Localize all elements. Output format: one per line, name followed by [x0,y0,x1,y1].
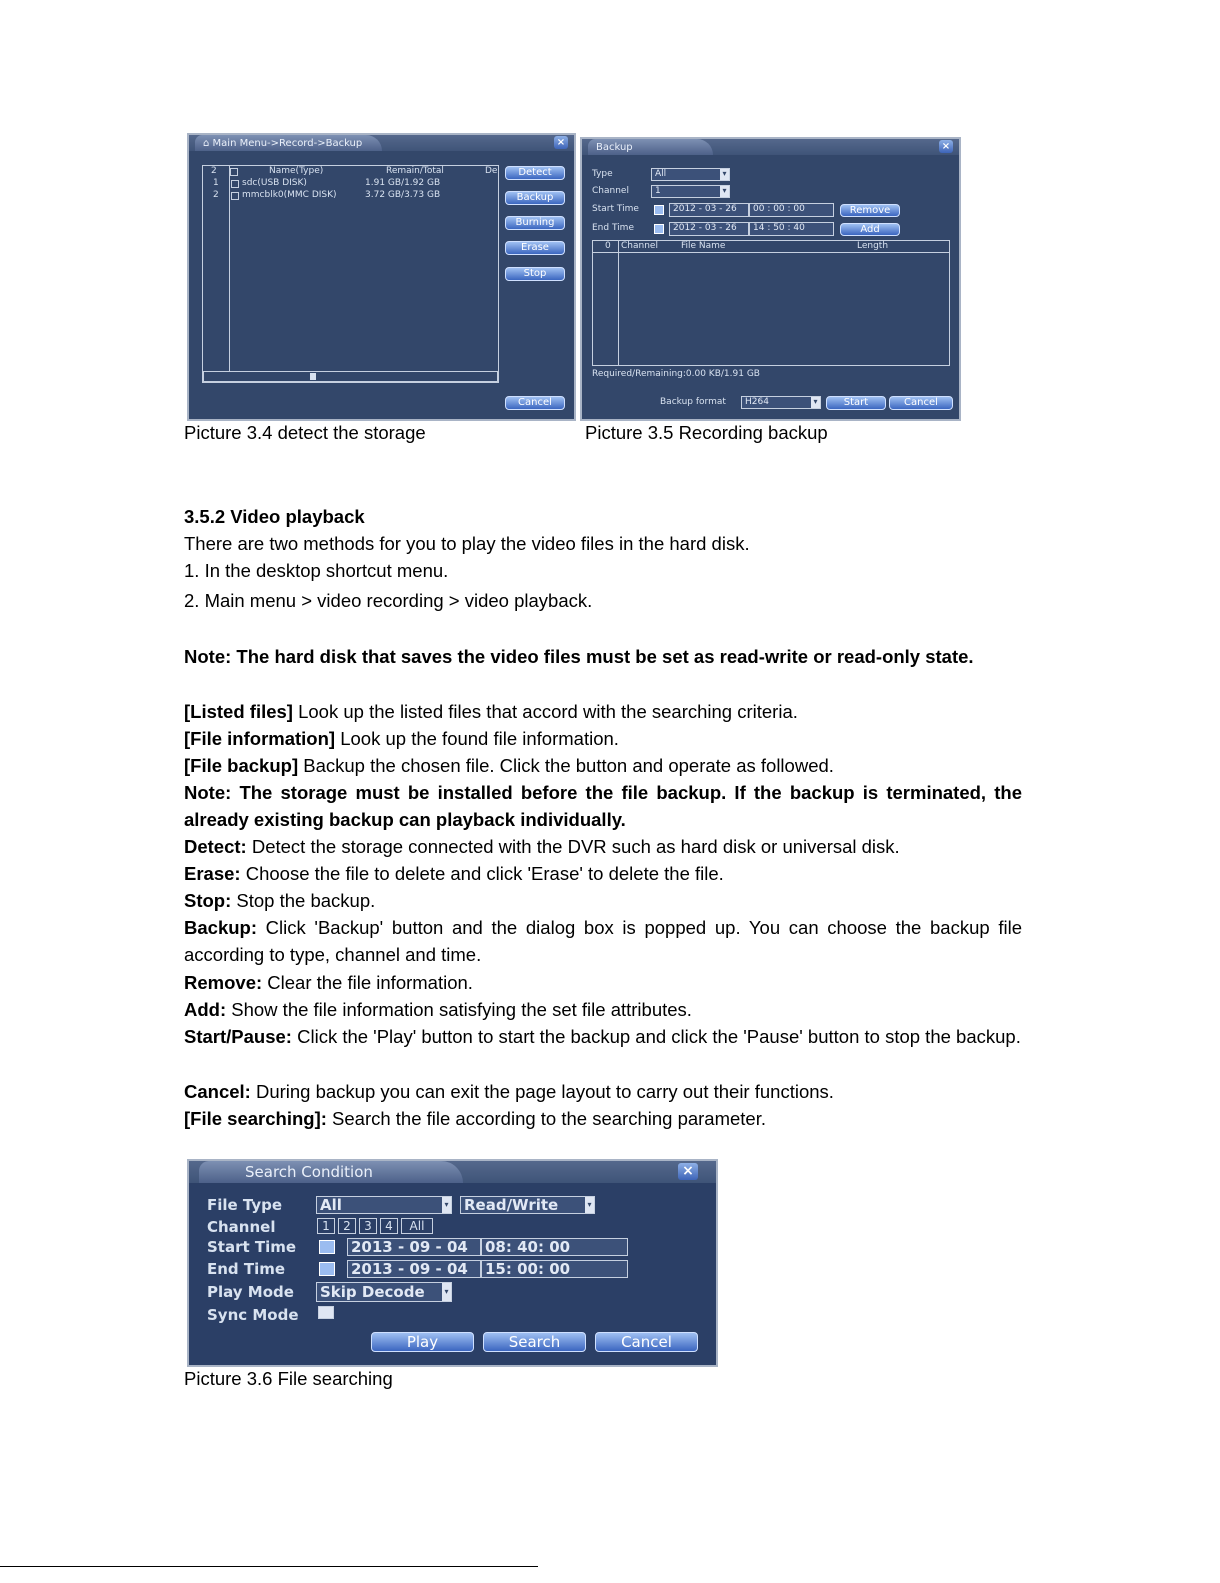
required-remaining: Required/Remaining:0.00 KB/1.91 GB [592,369,760,379]
select-all-checkbox[interactable] [230,168,238,176]
end-time-label: End Time [592,223,634,233]
channel-button-4[interactable]: 4 [380,1218,398,1234]
channel-button-1[interactable]: 1 [317,1218,335,1234]
definition-cancel: Cancel: During backup you can exit the page layout to carry out their functions. [184,1081,834,1102]
definition-file-information: [File information] Look up the found file information. [184,728,619,749]
paragraph: There are two methods for you to play the video files in the hard disk. [184,533,750,554]
header-count: 2 [211,166,217,176]
note: Note: The hard disk that saves the video files must be set as read-write or read-only state. [184,646,974,667]
type-label: Type [592,169,613,179]
channel-button-2[interactable]: 2 [338,1218,356,1234]
start-time-label: Start Time [207,1238,297,1256]
cancel-button[interactable]: Cancel [505,396,565,410]
header-count: 0 [605,241,611,251]
close-icon[interactable]: × [554,136,568,149]
start-time-input[interactable]: 00 : 00 : 00 [749,203,834,217]
definition-listed-files: [Listed files] Look up the listed files that accord with the searching criteria. [184,701,798,722]
header-de: De [485,166,498,176]
play-mode-select[interactable]: Skip Decode ▾ [316,1282,452,1302]
table-row-size: 1.91 GB/1.92 GB [365,178,441,188]
add-button[interactable]: Add [840,223,900,236]
list-item: 2. Main menu > video recording > video playback. [184,590,593,611]
play-button[interactable]: Play [371,1332,474,1352]
detect-storage-screenshot [187,133,576,421]
row-checkbox[interactable] [231,192,239,200]
table-row-index: 2 [213,190,219,200]
home-icon: ⌂ [203,138,210,149]
file-type-select[interactable]: All ▾ [316,1196,452,1214]
stop-button[interactable]: Stop [505,267,565,281]
start-date-input[interactable]: 2012 - 03 - 26 [669,203,749,217]
cancel-button[interactable]: Cancel [889,396,953,410]
horizontal-scrollbar[interactable] [203,371,498,382]
definition-file-backup: [File backup] Backup the chosen file. Click the button and operate as followed. [184,755,834,776]
window-title: ⌂ Main Menu->Record->Backup [195,135,382,151]
definition-file-searching: [File searching]: Search the file according to the searching parameter. [184,1108,767,1129]
start-time-input[interactable]: 08: 40: 00 [481,1238,628,1256]
calendar-icon[interactable] [319,1262,335,1276]
window-title: Search Condition [199,1161,463,1183]
backup-format-label: Backup format [660,397,726,407]
calendar-icon[interactable] [654,224,664,234]
calendar-icon[interactable] [654,205,664,215]
definition-backup: Backup: Click 'Backup' button and the dialog box is popped up. You can choose the backup file according to type, channel and time. [184,917,1022,965]
definition-add: Add: Show the file information satisfying the set file attributes. [184,999,692,1020]
recording-backup-screenshot [580,137,961,421]
figure-caption: Picture 3.6 File searching [184,1368,393,1389]
end-time-input[interactable]: 15: 00: 00 [481,1260,628,1278]
close-icon[interactable]: × [678,1163,698,1180]
read-write-select[interactable]: Read/Write ▾ [460,1196,595,1214]
close-icon[interactable]: × [939,140,953,153]
window-title: Backup [588,139,713,155]
section-heading: 3.5.2 Video playback [184,506,365,527]
table-row-name: mmcblk0(MMC DISK) [242,190,337,200]
end-time-input[interactable]: 14 : 50 : 40 [749,222,834,236]
header-remain: Remain/Total [386,166,444,176]
footer-rule [0,1566,538,1567]
figure-caption: Picture 3.5 Recording backup [585,422,828,443]
start-time-label: Start Time [592,204,639,214]
header-channel: Channel [621,241,658,251]
sync-mode-checkbox[interactable] [318,1306,334,1319]
list-item: 1. In the desktop shortcut menu. [184,560,449,581]
row-checkbox[interactable] [231,180,239,188]
start-button[interactable]: Start [826,396,886,410]
channel-select[interactable]: 1 ▾ [651,185,730,198]
calendar-icon[interactable] [319,1240,335,1254]
start-date-input[interactable]: 2013 - 09 - 04 [347,1238,481,1256]
definition-start-pause: Start/Pause: Click the 'Play' button to start the backup and click the 'Pause' button to stop the backup. [184,1026,1021,1047]
header-file-name: File Name [681,241,726,251]
remove-button[interactable]: Remove [840,204,900,217]
backup-button[interactable]: Backup [505,191,565,205]
erase-button[interactable]: Erase [505,241,565,255]
end-date-input[interactable]: 2013 - 09 - 04 [347,1260,481,1278]
channel-label: Channel [592,186,629,196]
sync-mode-label: Sync Mode [207,1306,299,1324]
backup-format-select[interactable]: H264 ▾ [741,396,821,409]
definition-stop: Stop: Stop the backup. [184,890,376,911]
type-select[interactable]: All ▾ [651,168,730,181]
channel-button-3[interactable]: 3 [359,1218,377,1234]
definition-detect: Detect: Detect the storage connected with the DVR such as hard disk or universal disk. [184,836,900,857]
header-length: Length [857,241,889,251]
play-mode-label: Play Mode [207,1283,294,1301]
cancel-button[interactable]: Cancel [595,1332,698,1352]
end-time-label: End Time [207,1260,286,1278]
channel-label: Channel [207,1218,276,1236]
file-type-label: File Type [207,1196,283,1214]
table-row-size: 3.72 GB/3.73 GB [365,190,441,200]
end-date-input[interactable]: 2012 - 03 - 26 [669,222,749,236]
file-list-table [592,240,950,366]
figure-caption: Picture 3.4 detect the storage [184,422,426,443]
definition-remove: Remove: Clear the file information. [184,972,473,993]
storage-table [202,165,499,383]
header-name: Name(Type) [269,166,324,176]
burning-button[interactable]: Burning [505,216,565,230]
detect-button[interactable]: Detect [505,166,565,180]
channel-button-all[interactable]: All [401,1218,433,1234]
search-condition-screenshot [187,1159,718,1367]
table-row-index: 1 [213,178,219,188]
note: Note: The storage must be installed before the file backup. If the backup is terminated, the already existing backup can playback individually. [184,782,1022,830]
search-button[interactable]: Search [483,1332,586,1352]
table-row-name: sdc(USB DISK) [242,178,307,188]
definition-erase: Erase: Choose the file to delete and click 'Erase' to delete the file. [184,863,724,884]
scrollbar-thumb[interactable] [310,373,316,380]
